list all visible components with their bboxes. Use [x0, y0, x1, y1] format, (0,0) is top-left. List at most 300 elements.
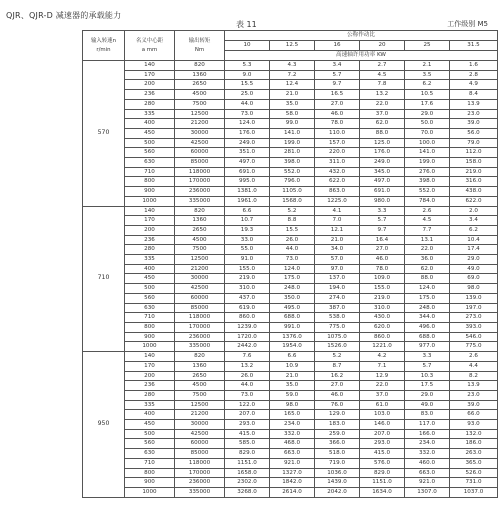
table-row [83, 361, 498, 371]
torque-cell: 118000 [175, 167, 225, 177]
torque-cell: 335000 [175, 196, 225, 206]
table-row [83, 371, 498, 381]
power-cell: 175.0 [405, 293, 450, 303]
power-cell: 350.0 [270, 293, 315, 303]
power-cell: 62.0 [405, 264, 450, 274]
center-distance-cell: 335 [125, 255, 175, 265]
power-cell: 518.0 [315, 449, 360, 459]
center-distance-cell: 800 [125, 468, 175, 478]
duty-value-header: 31.5 [450, 41, 498, 51]
power-cell: 248.0 [405, 303, 450, 313]
power-cell: 8.8 [270, 216, 315, 226]
power-cell: 103.0 [360, 410, 405, 420]
power-cell: 1075.0 [315, 332, 360, 342]
table-row [83, 332, 498, 342]
torque-cell: 60000 [175, 293, 225, 303]
power-cell: 281.0 [270, 148, 315, 158]
power-cell: 5.2 [315, 352, 360, 362]
torque-cell: 30000 [175, 274, 225, 284]
torque-cell: 60000 [175, 439, 225, 449]
power-cell: 9.7 [360, 225, 405, 235]
header-line: a mm [141, 46, 158, 53]
table-row [83, 274, 498, 284]
power-cell: 137.0 [315, 274, 360, 284]
header-line: 名义中心距 [136, 37, 163, 44]
header-line: 输入转速n [91, 37, 116, 44]
torque-cell: 30000 [175, 420, 225, 430]
torque-cell: 118000 [175, 313, 225, 323]
center-distance-cell: 200 [125, 225, 175, 235]
power-cell: 146.0 [360, 420, 405, 430]
power-cell: 1961.0 [225, 196, 270, 206]
power-cell: 21.0 [270, 371, 315, 381]
table-row [83, 167, 498, 177]
power-cell: 69.0 [450, 274, 498, 284]
power-cell: 35.0 [270, 381, 315, 391]
table-row [83, 148, 498, 158]
power-cell: 2.8 [450, 70, 498, 80]
power-cell: 141.0 [405, 148, 450, 158]
torque-cell: 4500 [175, 235, 225, 245]
power-cell: 6.6 [270, 352, 315, 362]
power-cell: 688.0 [405, 332, 450, 342]
power-cell: 2614.0 [270, 487, 315, 497]
table-row [83, 400, 498, 410]
power-cell: 5.7 [405, 361, 450, 371]
table-number: 表 11 [236, 20, 257, 29]
power-cell: 576.0 [360, 458, 405, 468]
power-cell: 26.0 [270, 235, 315, 245]
power-cell: 98.0 [450, 284, 498, 294]
power-cell: 29.0 [405, 109, 450, 119]
center-distance-cell: 236 [125, 90, 175, 100]
power-cell: 5.7 [360, 216, 405, 226]
power-cell: 432.0 [315, 167, 360, 177]
power-cell: 194.0 [315, 284, 360, 294]
table-row [83, 303, 498, 313]
table-row [83, 128, 498, 138]
table-row [83, 293, 498, 303]
power-cell: 62.0 [360, 119, 405, 129]
power-cell: 366.0 [315, 439, 360, 449]
power-cell: 1151.0 [225, 458, 270, 468]
table-row [83, 70, 498, 80]
table-row [83, 449, 498, 459]
power-cell: 620.0 [360, 322, 405, 332]
table-row [83, 410, 498, 420]
power-cell: 59.0 [270, 390, 315, 400]
torque-cell: 118000 [175, 458, 225, 468]
power-cell: 1225.0 [315, 196, 360, 206]
power-cell: 21.0 [315, 235, 360, 245]
power-cell: 438.0 [450, 187, 498, 197]
power-cell: 688.0 [270, 313, 315, 323]
torque-cell: 30000 [175, 128, 225, 138]
power-cell: 99.0 [270, 119, 315, 129]
power-cell: 22.0 [360, 99, 405, 109]
center-distance-cell: 560 [125, 293, 175, 303]
torque-cell: 170000 [175, 177, 225, 187]
table-row [83, 90, 498, 100]
power-cell: 21.0 [270, 90, 315, 100]
power-cell: 33.0 [225, 235, 270, 245]
power-cell: 3.4 [315, 61, 360, 71]
power-cell: 10.9 [270, 361, 315, 371]
torque-cell: 12500 [175, 400, 225, 410]
torque-cell: 1360 [175, 216, 225, 226]
power-cell: 8.7 [315, 361, 360, 371]
torque-cell: 60000 [175, 148, 225, 158]
torque-cell: 85000 [175, 303, 225, 313]
power-cell: 176.0 [360, 148, 405, 158]
center-distance-cell: 170 [125, 361, 175, 371]
power-cell: 5.3 [225, 61, 270, 71]
torque-cell: 1360 [175, 70, 225, 80]
center-distance-cell: 200 [125, 80, 175, 90]
torque-cell: 42500 [175, 138, 225, 148]
power-cell: 166.0 [405, 429, 450, 439]
center-distance-cell: 500 [125, 138, 175, 148]
table-row [83, 196, 498, 206]
center-distance-cell: 560 [125, 439, 175, 449]
input-speed-cell: 950 [83, 352, 125, 498]
power-cell: 415.0 [225, 429, 270, 439]
power-cell: 122.0 [225, 400, 270, 410]
power-cell: 495.0 [270, 303, 315, 313]
header-line: 输出转矩 [188, 37, 211, 44]
power-cell: 4.1 [315, 206, 360, 216]
power-cell: 93.0 [450, 420, 498, 430]
power-cell: 921.0 [405, 478, 450, 488]
power-cell: 526.0 [450, 468, 498, 478]
center-distance-cell: 236 [125, 235, 175, 245]
power-cell: 351.0 [225, 148, 270, 158]
header-line: Nm [194, 46, 205, 53]
power-cell: 1307.0 [405, 487, 450, 497]
power-cell: 3.4 [450, 216, 498, 226]
power-cell: 139.0 [450, 293, 498, 303]
table-row [83, 284, 498, 294]
power-cell: 293.0 [360, 439, 405, 449]
power-cell: 585.0 [225, 439, 270, 449]
center-distance-cell: 1000 [125, 487, 175, 497]
power-cell: 78.0 [360, 264, 405, 274]
power-cell: 1381.0 [225, 187, 270, 197]
center-distance-cell: 560 [125, 148, 175, 158]
power-cell: 17.4 [450, 245, 498, 255]
power-cell: 44.0 [225, 381, 270, 391]
power-cell: 29.0 [405, 390, 450, 400]
power-cell: 497.0 [360, 177, 405, 187]
power-cell: 12.4 [270, 80, 315, 90]
power-cell: 35.0 [270, 99, 315, 109]
power-cell: 3.3 [360, 206, 405, 216]
power-cell: 25.0 [225, 90, 270, 100]
power-cell: 57.0 [315, 255, 360, 265]
table-row [83, 109, 498, 119]
power-cell: 863.0 [315, 187, 360, 197]
table-row [83, 99, 498, 109]
power-cell: 7.6 [225, 352, 270, 362]
power-cell: 141.0 [270, 128, 315, 138]
power-cell: 34.0 [315, 245, 360, 255]
power-cell: 784.0 [405, 196, 450, 206]
center-distance-cell: 900 [125, 478, 175, 488]
power-cell: 10.4 [450, 235, 498, 245]
center-distance-header [125, 31, 175, 61]
power-cell: 1.6 [450, 61, 498, 71]
power-cell: 117.0 [405, 420, 450, 430]
power-cell: 79.0 [450, 138, 498, 148]
power-cell: 344.0 [405, 313, 450, 323]
center-distance-cell: 710 [125, 167, 175, 177]
power-cell: 175.0 [270, 274, 315, 284]
power-cell: 2.6 [450, 352, 498, 362]
power-cell: 775.0 [450, 342, 498, 352]
torque-cell: 85000 [175, 449, 225, 459]
torque-cell: 21200 [175, 264, 225, 274]
power-cell: 691.0 [225, 167, 270, 177]
power-cell: 1658.0 [225, 468, 270, 478]
table-row [83, 206, 498, 216]
torque-cell: 7500 [175, 245, 225, 255]
power-cell: 155.0 [225, 264, 270, 274]
power-cell: 76.0 [315, 400, 360, 410]
power-cell: 430.0 [360, 313, 405, 323]
torque-cell: 4500 [175, 90, 225, 100]
power-cell: 10.3 [405, 371, 450, 381]
power-cell: 1036.0 [315, 468, 360, 478]
power-cell: 1954.0 [270, 342, 315, 352]
torque-cell: 2650 [175, 225, 225, 235]
power-cell: 7.1 [360, 361, 405, 371]
center-distance-cell: 140 [125, 61, 175, 71]
work-level-label: 工作级别 M5 [447, 20, 488, 28]
power-cell: 112.0 [450, 148, 498, 158]
power-cell: 125.0 [360, 138, 405, 148]
power-cell: 5.7 [315, 70, 360, 80]
power-cell: 7.7 [405, 225, 450, 235]
power-cell: 17.6 [405, 99, 450, 109]
torque-cell: 21200 [175, 410, 225, 420]
power-cell: 73.0 [225, 109, 270, 119]
torque-cell: 7500 [175, 390, 225, 400]
power-cell: 73.0 [225, 390, 270, 400]
power-cell: 546.0 [450, 332, 498, 342]
power-cell: 1842.0 [270, 478, 315, 488]
power-cell: 158.0 [450, 158, 498, 168]
power-cell: 91.0 [225, 255, 270, 265]
power-cell: 16.2 [315, 371, 360, 381]
power-cell: 468.0 [270, 439, 315, 449]
power-cell: 73.0 [270, 255, 315, 265]
power-cell: 132.0 [450, 429, 498, 439]
power-cell: 619.0 [225, 303, 270, 313]
power-cell: 1037.0 [450, 487, 498, 497]
power-cell: 46.0 [360, 255, 405, 265]
power-cell: 1568.0 [270, 196, 315, 206]
duty-value-header: 20 [360, 41, 405, 51]
power-cell: 398.0 [405, 177, 450, 187]
torque-cell: 42500 [175, 429, 225, 439]
power-cell: 1376.0 [270, 332, 315, 342]
power-cell: 3268.0 [225, 487, 270, 497]
duty-value-header: 16 [315, 41, 360, 51]
torque-cell: 170000 [175, 322, 225, 332]
center-distance-cell: 335 [125, 109, 175, 119]
power-cell: 345.0 [360, 167, 405, 177]
power-cell: 186.0 [450, 439, 498, 449]
table-row [83, 264, 498, 274]
power-cell: 70.0 [405, 128, 450, 138]
power-cell: 15.5 [225, 80, 270, 90]
power-cell: 437.0 [225, 293, 270, 303]
power-cell: 991.0 [270, 322, 315, 332]
center-distance-cell: 630 [125, 449, 175, 459]
power-cell: 16.5 [315, 90, 360, 100]
power-cell: 332.0 [405, 449, 450, 459]
center-distance-cell: 710 [125, 458, 175, 468]
header-line: r/min [96, 46, 111, 53]
power-cell: 16.4 [360, 235, 405, 245]
power-cell: 263.0 [450, 449, 498, 459]
table-row [83, 245, 498, 255]
power-cell: 4.4 [450, 361, 498, 371]
power-cell: 49.0 [405, 400, 450, 410]
power-cell: 1151.0 [360, 478, 405, 488]
torque-cell: 335000 [175, 487, 225, 497]
header-row [83, 31, 498, 41]
power-cell: 61.0 [360, 400, 405, 410]
power-cell: 622.0 [450, 196, 498, 206]
center-distance-cell: 400 [125, 264, 175, 274]
power-cell: 46.0 [315, 390, 360, 400]
power-cell: 2.6 [405, 206, 450, 216]
power-cell: 538.0 [315, 313, 360, 323]
torque-cell: 12500 [175, 255, 225, 265]
power-cell: 995.0 [225, 177, 270, 187]
power-cell: 56.0 [450, 128, 498, 138]
power-cell: 860.0 [225, 313, 270, 323]
power-cell: 3.5 [405, 70, 450, 80]
power-cell: 460.0 [405, 458, 450, 468]
output-torque-header [175, 31, 225, 61]
center-distance-cell: 335 [125, 400, 175, 410]
power-cell: 39.0 [450, 400, 498, 410]
power-cell: 311.0 [315, 158, 360, 168]
power-cell: 1239.0 [225, 322, 270, 332]
center-distance-cell: 140 [125, 352, 175, 362]
document-header [0, 0, 500, 32]
table-row [83, 458, 498, 468]
power-cell: 398.0 [270, 158, 315, 168]
power-cell: 10.7 [225, 216, 270, 226]
power-cell: 4.3 [270, 61, 315, 71]
power-cell: 1221.0 [360, 342, 405, 352]
power-cell: 249.0 [360, 158, 405, 168]
power-cell: 6.2 [450, 225, 498, 235]
table-row [83, 158, 498, 168]
power-cell: 2.1 [405, 61, 450, 71]
power-cell: 415.0 [360, 449, 405, 459]
power-cell: 663.0 [270, 449, 315, 459]
power-cell: 88.0 [405, 274, 450, 284]
center-distance-cell: 630 [125, 158, 175, 168]
power-cell: 719.0 [315, 458, 360, 468]
power-cell: 1105.0 [270, 187, 315, 197]
power-cell: 13.9 [450, 381, 498, 391]
center-distance-cell: 1000 [125, 196, 175, 206]
power-cell: 2442.0 [225, 342, 270, 352]
power-cell: 796.0 [270, 177, 315, 187]
power-cell: 124.0 [270, 264, 315, 274]
input-speed-cell: 710 [83, 206, 125, 352]
power-cell: 274.0 [315, 293, 360, 303]
center-distance-cell: 236 [125, 381, 175, 391]
power-cell: 860.0 [360, 332, 405, 342]
power-cell: 8.4 [450, 90, 498, 100]
power-cell: 207.0 [225, 410, 270, 420]
torque-cell: 236000 [175, 478, 225, 488]
power-cell: 183.0 [315, 420, 360, 430]
power-cell: 98.0 [270, 400, 315, 410]
torque-cell: 42500 [175, 284, 225, 294]
power-cell: 197.0 [450, 303, 498, 313]
power-cell: 273.0 [450, 313, 498, 323]
power-cell: 22.0 [360, 381, 405, 391]
table-row [83, 429, 498, 439]
power-cell: 66.0 [450, 410, 498, 420]
power-cell: 13.9 [450, 99, 498, 109]
table-row [83, 225, 498, 235]
table-row [83, 187, 498, 197]
power-cell: 97.0 [315, 264, 360, 274]
table-row [83, 216, 498, 226]
power-cell: 199.0 [405, 158, 450, 168]
power-cell: 219.0 [450, 167, 498, 177]
power-cell: 23.0 [450, 390, 498, 400]
power-cell: 50.0 [405, 119, 450, 129]
power-cell: 37.0 [360, 109, 405, 119]
power-cell: 1720.0 [225, 332, 270, 342]
power-cell: 249.0 [225, 138, 270, 148]
power-cell: 129.0 [315, 410, 360, 420]
power-cell: 2302.0 [225, 478, 270, 488]
power-cell: 387.0 [315, 303, 360, 313]
table-row [83, 138, 498, 148]
power-cell: 1526.0 [315, 342, 360, 352]
table-row [83, 420, 498, 430]
power-cell: 921.0 [270, 458, 315, 468]
power-cell: 663.0 [405, 468, 450, 478]
torque-cell: 4500 [175, 381, 225, 391]
torque-cell: 236000 [175, 332, 225, 342]
power-cell: 46.0 [315, 109, 360, 119]
power-cell: 109.0 [360, 274, 405, 284]
table-row [83, 322, 498, 332]
power-cell: 22.0 [405, 245, 450, 255]
duty-value-header: 10 [225, 41, 270, 51]
power-cell: 12.1 [315, 225, 360, 235]
center-distance-cell: 450 [125, 128, 175, 138]
center-distance-cell: 400 [125, 119, 175, 129]
power-cell: 19.3 [225, 225, 270, 235]
power-cell: 44.0 [270, 245, 315, 255]
power-cell: 44.0 [225, 99, 270, 109]
power-cell: 36.0 [405, 255, 450, 265]
table-row [83, 119, 498, 129]
input-speed-cell: 570 [83, 61, 125, 207]
